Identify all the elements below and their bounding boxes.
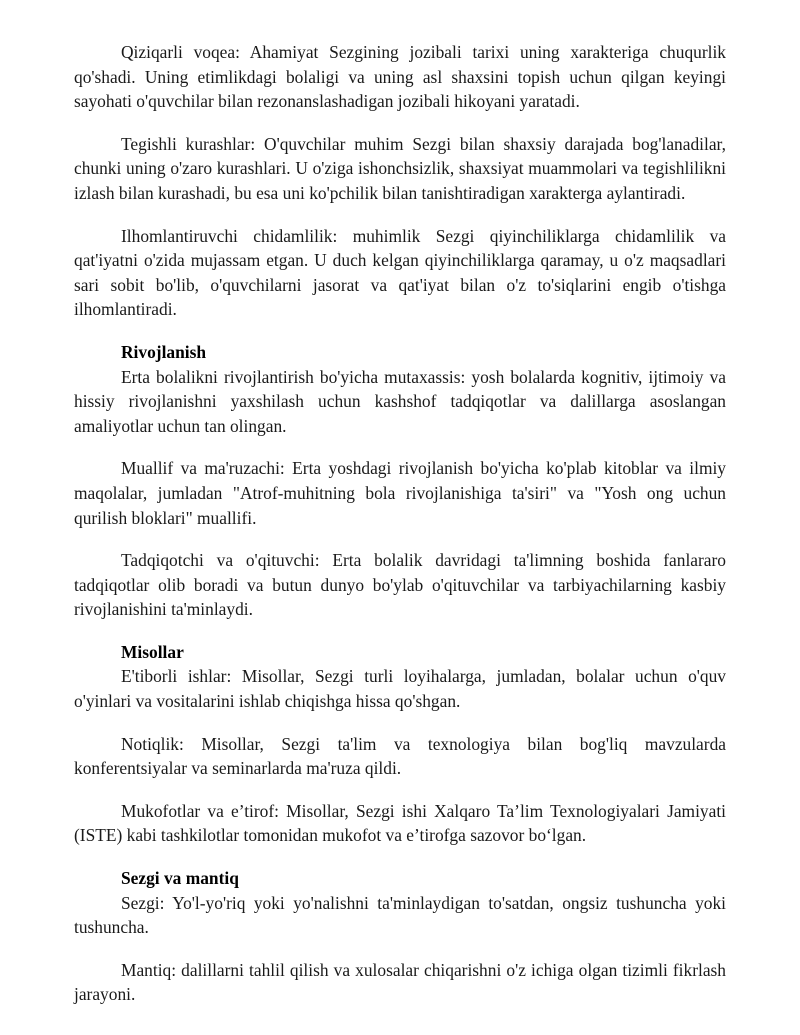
- document-page: [74, 40, 726, 1007]
- section-heading: Rivojlanish: [121, 341, 207, 362]
- paragraph: Sezgi: Yo'l-yo'riq yoki yo'nalishni ta'minlaydigan to'satdan, ongsiz tushuncha yoki tushuncha.: [74, 892, 726, 938]
- paragraph: Mantiq: dalillarni tahlil qilish va xulosalar chiqarishni o'z ichiga olgan tizimli fikrlash jarayoni.: [74, 959, 726, 1005]
- paragraph: E'tiborli ishlar: Misollar, Sezgi turli loyihalarga, jumladan, bolalar uchun o'quv o'yinlari va vositalarini ishlab chiqishga hissa qo'shgan.: [74, 666, 726, 712]
- sezgi-mantiq-section: [74, 866, 726, 1007]
- section-heading: Misollar: [121, 641, 184, 662]
- paragraph: Erta bolalikni rivojlantirish bo'yicha mutaxassis: yosh bolalarda kognitiv, ijtimoiy va hissiy rivojlanishni yaxshilash uchun kashshof tadqiqotlar va dalillarga asoslangan amaliyotlar uchun tan olingan.: [74, 366, 726, 436]
- paragraph: Notiqlik: Misollar, Sezgi ta'lim va texnologiya bilan bog'liq mavzularda konferentsiyalar va seminarlarda ma'ruza qildi.: [74, 733, 726, 779]
- paragraph: Ilhomlantiruvchi chidamlilik: muhimlik Sezgi qiyinchiliklarga chidamlilik va qat'iyatni o'zida mujassam etgan. U duch kelgan qiyinchiliklarga qaramay, u o'z maqsadlari sari sobit bo'lib, o'quvchilarni jasorat va qat'iyat bilan o'z to'siqlarini engib o'tishga ilhomlantiradi.: [74, 225, 726, 320]
- intro-section: [74, 40, 726, 322]
- rivojlanish-section: [74, 340, 726, 622]
- paragraph: Tadqiqotchi va o'qituvchi: Erta bolalik davridagi ta'limning boshida fanlararo tadqiqotlar olib boradi va butun dunyo bo'ylab o'qituvchilar va tarbiyachilarning kasbiy rivojlanishini ta'minlaydi.: [74, 550, 726, 620]
- section-heading: Sezgi va mantiq: [121, 868, 239, 889]
- paragraph: Muallif va ma'ruzachi: Erta yoshdagi rivojlanish bo'yicha ko'plab kitoblar va ilmiy maqolalar, jumladan "Atrof-muhitning bola rivojlanishiga ta'siri" va "Yosh ong uchun qurilish bloklari" muallifi.: [74, 458, 726, 528]
- paragraph: Tegishli kurashlar: O'quvchilar muhim Sezgi bilan shaxsiy darajada bog'lanadilar, chunki uning o'zaro kurashlari. U o'ziga ishonchsizlik, shaxsiyat muammolari va tegishlilikni izlash bilan kurashadi, bu esa uni ko'pchilik bilan tanishtiradigan xarakterga aylantiradi.: [74, 133, 726, 203]
- paragraph: Mukofotlar va e’tirof: Misollar, Sezgi ishi Xalqaro Ta’lim Texnologiyalari Jamiyati (ISTE) kabi tashkilotlar tomonidan mukofot va e’tirofga sazovor bo‘lgan.: [74, 800, 726, 846]
- paragraph: Qiziqarli voqea: Ahamiyat Sezgining jozibali tarixi uning xarakteriga chuqurlik qo'shadi. Uning etimlikdagi bolaligi va uning asl shaxsini topish uchun qilgan keyingi sayohati o'quvchilar bilan rezonanslashadigan jozibali hikoyani yaratadi.: [74, 42, 726, 112]
- misollar-section: [74, 640, 726, 848]
